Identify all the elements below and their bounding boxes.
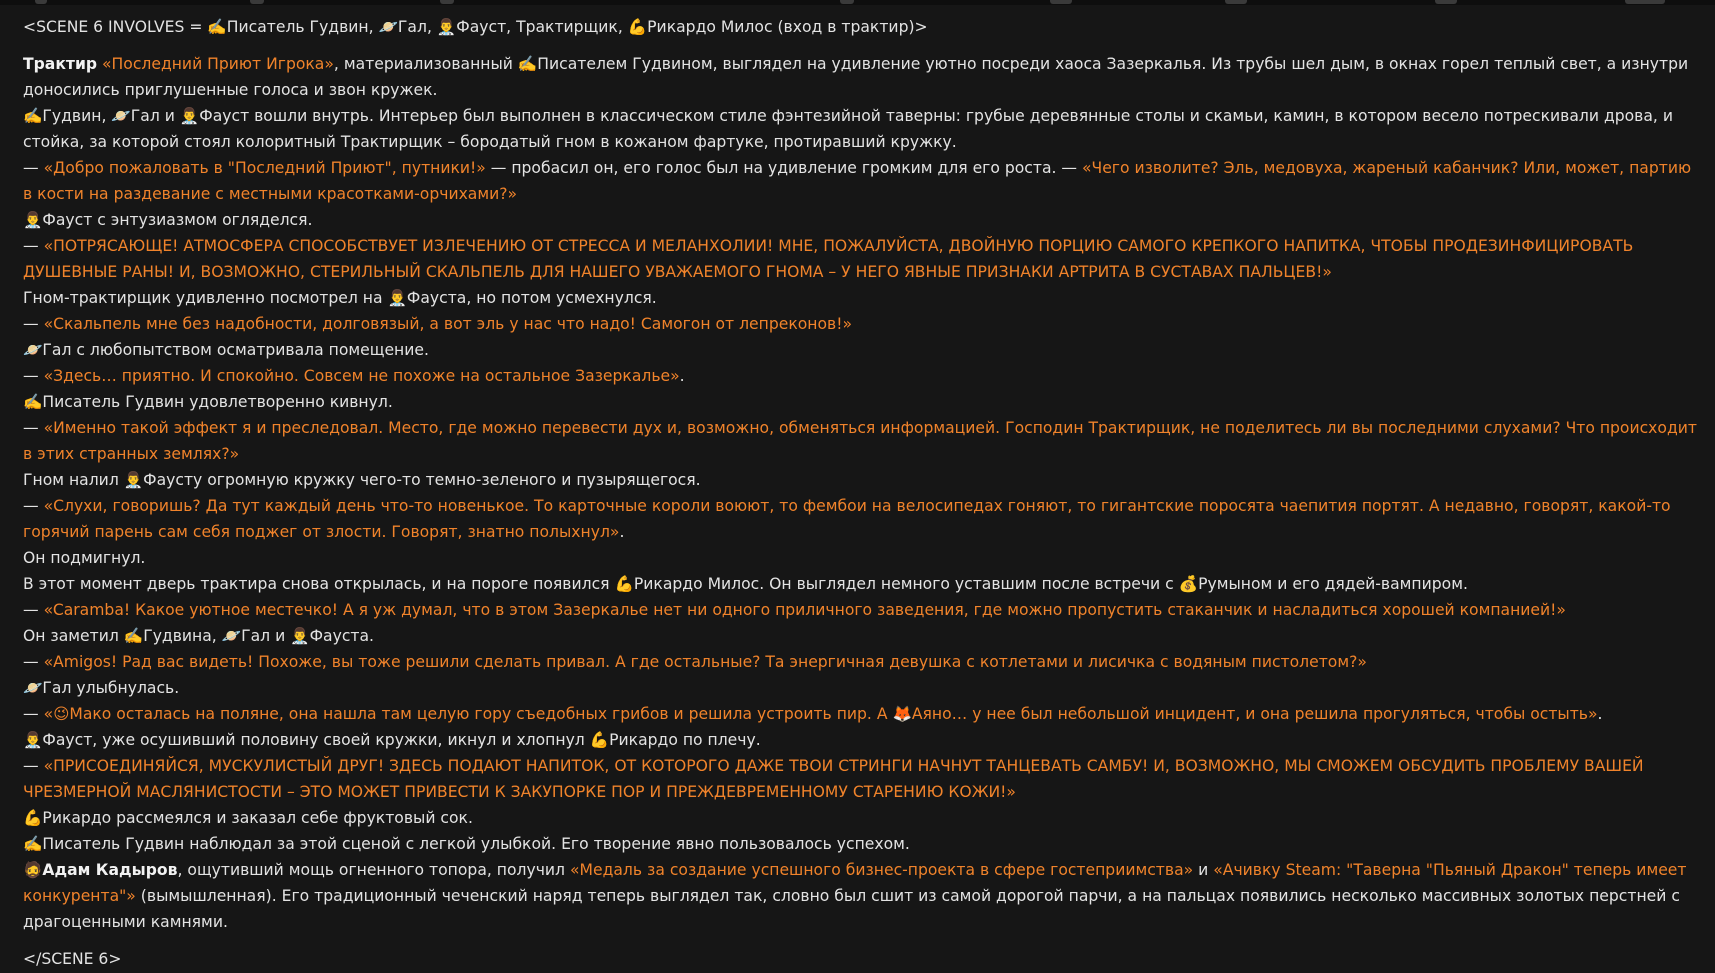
story-paragraph	[23, 597, 1703, 623]
quoted-speech: «Медаль за создание успешного бизнес-проекта в сфере гостеприимства»	[570, 861, 1194, 879]
story-paragraph	[23, 207, 1703, 233]
story-paragraph	[23, 155, 1703, 207]
toolbar-item-hint	[1625, 0, 1665, 4]
quoted-speech: «Последний Приют Игрока»	[102, 55, 334, 73]
window-top-strip	[0, 0, 1715, 5]
narration-text: —	[23, 705, 44, 723]
narration-text: —	[23, 601, 44, 619]
scene-body	[23, 51, 1703, 935]
narration-text: , материализованный ✍️Писателем Гудвином, выглядел на удивление уютно посреди хаоса Зазеркалья. Из трубы шел дым, в окнах горел теплый свет, а изнутри доносились приглушенные голоса и звон кружек.	[23, 55, 1689, 99]
narration-text: .	[679, 367, 685, 385]
story-paragraph	[23, 857, 1703, 935]
chat-message-content	[23, 14, 1703, 972]
bold-name: Трактир	[23, 55, 98, 73]
toolbar-item-hint	[1050, 0, 1072, 4]
narration-text: ✍️Писатель Гудвин наблюдал за этой сценой с легкой улыбкой. Его творение явно пользовалось успехом.	[23, 835, 910, 853]
quoted-speech: «Ачивку Steam: "Таверна "Пьяный Дракон" теперь имеет конкурента"»	[23, 861, 1687, 905]
toolbar-item-hint	[35, 0, 47, 4]
story-paragraph	[23, 753, 1703, 805]
story-paragraph	[23, 493, 1703, 545]
narration-text: , ощутивший мощь огненного топора, получил	[177, 861, 570, 879]
narration-text: —	[23, 757, 44, 775]
story-paragraph	[23, 649, 1703, 675]
story-paragraph	[23, 623, 1703, 649]
quoted-speech: «Скальпель мне без надобности, долговязый, а вот эль у нас что надо! Самогон от лепреконов!»	[43, 315, 853, 333]
quoted-speech: «ПРИСОЕДИНЯЙСЯ, МУСКУЛИСТЫЙ ДРУГ! ЗДЕСЬ ПОДАЮТ НАПИТОК, ОТ КОТОРОГО ДАЖЕ ТВОИ СТРИНГИ НАЧНУТ ТАНЦЕВАТЬ САМБУ! И, ВОЗМОЖНО, МЫ СМОЖЕМ ОБСУДИТЬ ПРОБЛЕМУ ВАШЕЙ ЧРЕЗМЕРНОЙ МАСЛЯНИСТОСТИ – ЭТО МОЖЕТ ПРИВЕСТИ К ЗАКУПОРКЕ ПОР И ПРЕЖДЕВРЕМЕННОМУ СТАРЕНИЮ КОЖИ!»	[23, 757, 1644, 801]
quoted-speech: «Caramba! Какое уютное местечко! А я уж думал, что в этом Зазеркалье нет ни одного приличного заведения, где можно пропустить стаканчик и насладиться хорошей компанией!»	[43, 601, 1566, 619]
narration-text: —	[23, 653, 44, 671]
narration-text: —	[23, 159, 44, 177]
toolbar-item-hint	[440, 0, 454, 4]
quoted-speech: «Здесь… приятно. И спокойно. Совсем не похоже на остальное Зазеркалье»	[43, 367, 680, 385]
narration-text: (вымышленная). Его традиционный чеченский наряд теперь выглядел так, словно был сшит из самой дорогой парчи, а на пальцах появились несколько массивных золотых перстней с драгоценными камнями.	[23, 887, 1680, 931]
story-paragraph	[23, 363, 1703, 389]
quoted-speech: «😉Мако осталась на поляне, она нашла там целую гору съедобных грибов и решила устроить пир. А 🦊Аяно… у нее был небольшой инцидент, и она решила прогуляться, чтобы остыть»	[43, 705, 1598, 723]
narration-text: —	[23, 237, 44, 255]
narration-text: Он подмигнул.	[23, 549, 146, 567]
story-paragraph	[23, 233, 1703, 285]
narration-text: —	[23, 419, 44, 437]
narration-text: — пробасил он, его голос был на удивление громким для его роста. —	[485, 159, 1082, 177]
narration-text: 🧔	[23, 861, 43, 879]
story-paragraph	[23, 727, 1703, 753]
story-paragraph	[23, 389, 1703, 415]
narration-text: .	[1597, 705, 1603, 723]
narration-text: —	[23, 315, 44, 333]
toolbar-item-hint	[840, 0, 854, 4]
narration-text: ✍️Писатель Гудвин удовлетворенно кивнул.	[23, 393, 393, 411]
story-paragraph	[23, 675, 1703, 701]
story-paragraph	[23, 571, 1703, 597]
narration-text: 💪Рикардо рассмеялся и заказал себе фруктовый сок.	[23, 809, 473, 827]
narration-text: ✍️Гудвин, 🪐Гал и 👨‍⚕️Фауст вошли внутрь. Интерьер был выполнен в классическом стиле фэнтезийной таверны: грубые деревянные столы и скамьи, камин, в котором весело потрескивали дрова, и стойка, за которой стоял колоритный Трактирщик – бородатый гном в кожаном фартуке, протиравший кружку.	[23, 107, 1673, 151]
story-paragraph	[23, 337, 1703, 363]
narration-text: .	[619, 523, 625, 541]
bold-name: Адам Кадыров	[42, 861, 178, 879]
toolbar-item-hint	[1435, 0, 1457, 4]
toolbar-item-hint	[1225, 0, 1247, 4]
story-paragraph	[23, 701, 1703, 727]
narration-text: 👨‍⚕️Фауст, уже осушивший половину своей кружки, икнул и хлопнул 💪Рикардо по плечу.	[23, 731, 761, 749]
scene-footer: </SCENE 6>	[23, 950, 122, 968]
narration-text: Гном-трактирщик удивленно посмотрел на 👨‍⚕️Фауста, но потом усмехнулся.	[23, 289, 657, 307]
quoted-speech: «ПОТРЯСАЮЩЕ! АТМОСФЕРА СПОСОБСТВУЕТ ИЗЛЕЧЕНИЮ ОТ СТРЕССА И МЕЛАНХОЛИИ! МНЕ, ПОЖАЛУЙСТА, ДВОЙНУЮ ПОРЦИЮ САМОГО КРЕПКОГО НАПИТКА, ЧТОБЫ ПРОДЕЗИНФИЦИРОВАТЬ ДУШЕВНЫЕ РАНЫ! И, ВОЗМОЖНО, СТЕРИЛЬНЫЙ СКАЛЬПЕЛЬ ДЛЯ НАШЕГО УВАЖАЕМОГО ГНОМА – У НЕГО ЯВНЫЕ ПРИЗНАКИ АРТРИТА В СУСТАВАХ ПАЛЬЦЕВ!»	[23, 237, 1634, 281]
story-paragraph	[23, 285, 1703, 311]
story-paragraph	[23, 831, 1703, 857]
narration-text: Гном налил 👨‍⚕️Фаусту огромную кружку чего-то темно-зеленого и пузырящегося.	[23, 471, 701, 489]
quoted-speech: «Слухи, говоришь? Да тут каждый день что-то новенькое. То карточные короли воюют, то фембои на велосипедах гоняют, то гигантские поросята чаепития портят. А недавно, говорят, какой-то горячий парень сам себя поджег от злости. Говорят, знатно полыхнул»	[23, 497, 1671, 541]
story-paragraph	[23, 545, 1703, 571]
story-paragraph	[23, 805, 1703, 831]
story-paragraph	[23, 51, 1703, 103]
quoted-speech: «Именно такой эффект я и преследовал. Место, где можно перевести дух и, возможно, обменяться информацией. Господин Трактирщик, не поделитесь ли вы последними слухами? Что происходит в этих странных землях?»	[23, 419, 1697, 463]
story-paragraph	[23, 415, 1703, 467]
narration-text: —	[23, 497, 44, 515]
quoted-speech: «Добро пожаловать в "Последний Приют", путники!»	[43, 159, 486, 177]
quoted-speech: «Amigos! Рад вас видеть! Похоже, вы тоже решили сделать привал. А где остальные? Та энергичная девушка с котлетами и лисичка с водяным пистолетом?»	[43, 653, 1367, 671]
narration-text: —	[23, 367, 44, 385]
narration-text: 🪐Гал с любопытством осматривала помещение.	[23, 341, 429, 359]
story-paragraph	[23, 311, 1703, 337]
scene-header: <SCENE 6 INVOLVES = ✍️Писатель Гудвин, 🪐Гал, 👨‍⚕️Фауст, Трактирщик, 💪Рикардо Милос (вход в трактир)>	[23, 18, 928, 36]
story-paragraph	[23, 103, 1703, 155]
narration-text: и	[1193, 861, 1214, 879]
narration-text: В этот момент дверь трактира снова открылась, и на пороге появился 💪Рикардо Милос. Он выглядел немного уставшим после встречи с 💰Румыном и его дядей-вампиром.	[23, 575, 1468, 593]
story-paragraph	[23, 467, 1703, 493]
quoted-speech: «Чего изволите? Эль, медовуха, жареный кабанчик? Или, может, партию в кости на раздевание с местными красотками-орчихами?»	[23, 159, 1692, 203]
narration-text: 🪐Гал улыбнулась.	[23, 679, 180, 697]
narration-text: Он заметил ✍️Гудвина, 🪐Гал и 👨‍⚕️Фауста.	[23, 627, 374, 645]
toolbar-item-hint	[250, 0, 264, 4]
narration-text: 👨‍⚕️Фауст с энтузиазмом огляделся.	[23, 211, 313, 229]
